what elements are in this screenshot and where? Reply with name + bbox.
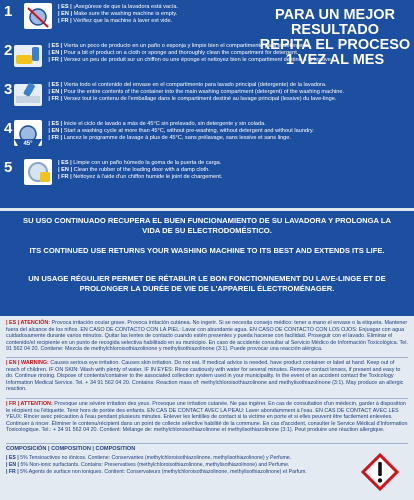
step-line-fr: | FR | Lancez le programme de lavage à plus de 45°C, sans prélavage, sans lessive et sans linge.	[48, 135, 291, 142]
composition-lines	[6, 455, 336, 475]
step-text	[58, 158, 254, 197]
composition-line-en: | EN | 5% Non-ionic surfactants. Contains: Preservatives (methylchloroisothiazolinone, methylisothiazolinone) and Perfume.	[6, 461, 290, 468]
step-line-es: | ES | Vierta todo el contenido del envase en el compartimento para lavado principal (detergente) de la lavadora.	[48, 82, 327, 88]
step-line-en: | EN | Make sure the washing machine is empty.	[58, 11, 178, 18]
step-line-fr: | FR | Versez tout le contenu de l'emballage dans le compartiment destiné au lavage principal (lessive) du lave-linge.	[48, 96, 337, 103]
step-number: 1	[4, 3, 13, 20]
best-result-headline	[258, 8, 412, 68]
step-1	[4, 2, 254, 41]
step-2	[4, 41, 333, 80]
step-line-es: | ES | Inicie el ciclo de lavado a más de 45°C sin prelavado, sin detergente y sin colada.	[48, 121, 266, 127]
step-line-fr: | FR | Vérifiez que la machine à laver est vide.	[58, 18, 173, 25]
composition-title: COMPOSICIÓN | COMPOSITION | COMPOSITION	[6, 446, 136, 452]
continued-use-band	[0, 208, 414, 316]
divider	[6, 443, 408, 444]
step-line-fr: | FR | Versez un peu de produit sur un chiffon ou une éponge et nettoyez bien le compartiment destiné à la lessive.	[48, 57, 333, 64]
divider	[0, 208, 414, 211]
divider	[6, 398, 408, 399]
headline-line: PARA UN MEJOR RESULTADO	[274, 7, 396, 38]
step-line-es: | ES | ¡Asegúrese de que la lavadora está vacía.	[58, 4, 179, 10]
step-text	[48, 80, 344, 119]
wash-45-icon	[12, 119, 44, 147]
continued-use-fr: UN USAGE RÉGULIER PERMET DE RÉTABLIR LE BON FONCTIONNEMENT DU LAVE-LINGE ET DE PROLONGER LA DURÉE DE VIE DE L'APPAREIL ÉLECTROMÉNAGER.	[28, 274, 386, 293]
step-number: 2	[4, 42, 13, 59]
step-line-en: | EN | Pour a bit of product on a cloth or sponge and thoroughly clean the compartment for detergent.	[48, 50, 299, 57]
step-line-en: | EN | Pour the entire contents of the container into the main washing compartment (detergent) of the washing machine.	[48, 89, 345, 96]
step-line-es: | ES | Limpie con un paño húmedo la goma de la puerta de carga.	[58, 160, 222, 166]
sponge-bottle-icon	[12, 41, 44, 69]
step-3	[4, 80, 345, 119]
continued-use-en: ITS CONTINUED USE RETURNS YOUR WASHING MACHINE TO ITS BEST AND EXTENDS ITS LIFE.	[29, 246, 385, 255]
step-line-en: | EN | Clean the rubber of the loading door with a damp cloth.	[58, 167, 210, 174]
step-5	[4, 158, 254, 197]
step-line-fr: | FR | Nettoyez à l'aide d'un chiffon humide le joint de chargement.	[58, 174, 223, 181]
divider	[6, 357, 408, 358]
headline-line: 1 VEZ AL MES	[285, 52, 385, 68]
step-text	[48, 119, 314, 158]
step-line-es: | ES | Vierta un poco de producto en un paño o esponja y limpie bien el compartimento para el detergente.	[48, 43, 312, 49]
ghs-exclamation-icon	[360, 452, 400, 492]
warning-es: | ES | ATENCIÓN: Provoca irritación ocular grave. Provoca irritación cutánea. No ingerir. Si se necesita consejo médico: tener a mano el envase o la etiqueta. Mantener fuera del alcance de los niños. EN CASO DE CONTACTO CON LA PIEL: Lavar con abundante agua. EN CASO DE CONTACTO CON LOS OJOS: Enjuagar con agua cuidadosamente durante varios minutos. Quitar las lentes de contacto cuando estén presentes y pueda hacerse con facilidad. Proseguir con el lavado. Eliminar el contenido/el recipiente en un punto de recogida selectiva habilitado en su municipio. En caso de accidente consultar al Servicio Médico de Información Toxicológica. Tel. 91 562 04 20. Contiene: Mezcla de methylchloroisothiazolinone y methylisothiazolinone (3:1). Puede provocar una reacción alérgica.	[6, 320, 408, 352]
step-number: 4	[4, 120, 13, 137]
composition-line-es: | ES | 5% Tensioactivos no iónicos. Contiene: Conservantes (methylchloroisothiazolinone, methylisothiazolinone) y Perfume.	[6, 455, 292, 461]
warning-en: | EN | WARNING: Causes serious eye irritation. Causes skin irritation. Do not eat. If medical advice is needed, have product container or label at hand. Keep out of reach of children. IF ON SKIN: Wash with plenty of water. IF IN EYES: Rinse cautiously with water for several minutes. Remove contact lenses, if present and easy to do. Continue rinsing. Dispose of contents/container to the associated collection system used in your municipality. In the event of an accident contact the Toxicology Information Medical Service. Tel. + 34 91 562 04 20. Contains: Reaction mass of: methylchloroisothiazolinone and methylisothiazolinone (3:1). May produce an allergic reaction.	[6, 360, 404, 392]
svg-text:45°: 45°	[23, 141, 33, 147]
pour-into-drawer-icon	[12, 80, 44, 108]
step-number: 5	[4, 159, 13, 176]
step-4	[4, 119, 314, 158]
washing-machine-empty-icon	[22, 2, 54, 30]
step-text	[58, 2, 254, 41]
step-number: 3	[4, 81, 13, 98]
continued-use-es: SU USO CONTINUADO RECUPERA EL BUEN FUNCIONAMIENTO DE SU LAVADORA Y PROLONGA LA VIDA DE SU ELECTRODOMÉSTICO.	[23, 216, 391, 235]
instructions-panel	[0, 0, 414, 208]
warning-fr: | FR | ATTENTION: Provoque une sévère irritation des yeux. Provoque une irritation cutanée. Ne pas ingérer. En cas de consultation d'un médecin, garder à disposition le récipient ou l'étiquette. Tenir hors de portée des enfants. EN CAS DE CONTACT AVEC LA PEAU: Laver abondamment à l'eau. EN CAS DE CONTACT AVEC LES YEUX: Rincer avec précaution à l'eau pendant plusieurs minutes. Enlever les lentilles de contact si la victime en porte et si elles peuvent être facilement enlevées. Continuer à rincer. Éliminer le contenu/récipient dans un point de collecte sélective habilité de la commune. En cas d'accident, consulter le Service Médical d'Information Toxicologique. Tel.: + 34 91 562 04 20. Contient: Mélange de: methylchloroisothiazolinone et methylisothiazolinone (3:1). Peut produire une réaction allergique.	[6, 401, 408, 433]
clean-door-seal-icon	[22, 158, 54, 186]
composition-line-fr: | FR | 5% Agents de surface non ioniques. Contient: Conservateurs (methylchloroisothiazolinone, methylisothiazolinone) et Parfum.	[6, 468, 307, 475]
step-line-en: | EN | Start a washing cycle at more than 45°C, without pre-washing, without detergent and without laundry.	[48, 128, 314, 135]
headline-line: REPITA EL PROCESO	[259, 37, 411, 53]
